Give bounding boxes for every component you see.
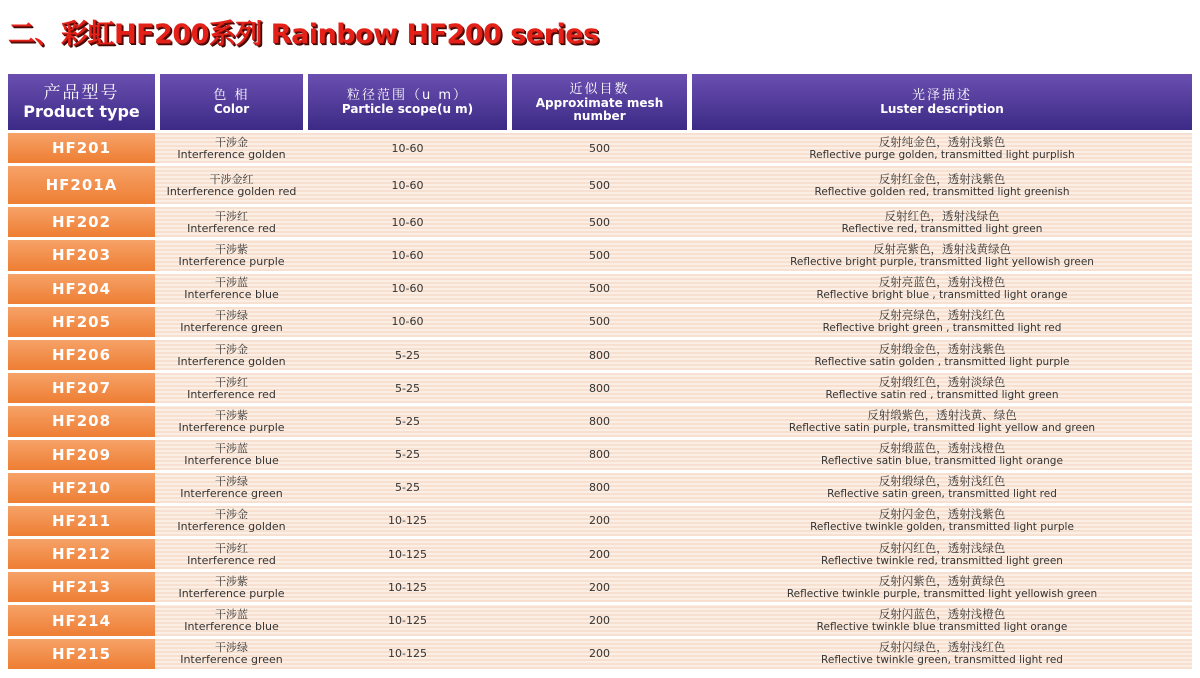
- product-type-cell: HF212: [8, 539, 155, 569]
- color-cell: [160, 373, 303, 403]
- luster-en: Reflective satin green, transmitted light red: [827, 488, 1057, 501]
- mesh-number-cell: 800: [589, 381, 610, 395]
- product-type-cell: HF215: [8, 639, 155, 669]
- luster-cn: 反射缎蓝色，透射浅橙色: [878, 441, 1006, 456]
- mesh-number-cell: 800: [589, 481, 610, 495]
- luster-en: Reflective satin golden , transmitted light purple: [814, 355, 1070, 368]
- header-en: Approximate mesh number: [535, 95, 664, 123]
- luster-description-cell: [692, 340, 1192, 370]
- particle-scope-cell: 10-125: [388, 647, 427, 661]
- luster-description-cell: [692, 506, 1192, 536]
- mesh-number-cell: 800: [589, 348, 610, 362]
- table-row: [8, 340, 1192, 370]
- color-en: Interference green: [180, 487, 283, 501]
- luster-en: Reflective twinkle golden, transmitted light purple: [810, 521, 1074, 534]
- color-en: Interference golden: [177, 147, 286, 161]
- product-type-cell: HF210: [8, 473, 155, 503]
- color-en: Interference golden: [177, 354, 286, 368]
- header-color: [160, 74, 303, 130]
- header-cn: 产品型号: [43, 82, 120, 103]
- color-cn: 干涉金红: [209, 172, 254, 186]
- color-en: Interference purple: [178, 586, 285, 600]
- luster-cn: 反射缎金色，透射浅紫色: [878, 341, 1006, 356]
- luster-description-cell: [692, 406, 1192, 436]
- product-type-cell: HF205: [8, 307, 155, 337]
- product-type-cell: HF211: [8, 506, 155, 536]
- color-cell: [160, 506, 303, 536]
- color-en: Interference purple: [178, 420, 285, 434]
- luster-cn: 反射闪绿色，透射浅红色: [878, 640, 1006, 655]
- luster-en: Reflective satin red , transmitted light green: [825, 388, 1059, 401]
- table-row: [8, 473, 1192, 503]
- particle-scope-cell: 5-25: [395, 381, 420, 395]
- product-type-cell: HF208: [8, 406, 155, 436]
- luster-en: Reflective twinkle red, transmitted light green: [821, 554, 1063, 567]
- particle-scope-cell: 5-25: [395, 448, 420, 462]
- product-type-cell: HF207: [8, 373, 155, 403]
- luster-en: Reflective bright green , transmitted light red: [822, 322, 1062, 335]
- product-type-cell: HF204: [8, 274, 155, 304]
- particle-scope-cell: 10-125: [388, 580, 427, 594]
- header-en: Particle scope(u m): [341, 102, 474, 116]
- mesh-number-cell: 200: [589, 580, 610, 594]
- color-cn: 干涉金: [215, 135, 248, 149]
- luster-en: Reflective golden red, transmitted light greenish: [814, 185, 1070, 198]
- mesh-number-cell: 800: [589, 448, 610, 462]
- color-cell: [160, 572, 303, 602]
- luster-cn: 反射闪金色，透射浅紫色: [878, 507, 1006, 522]
- header-en: Luster description: [880, 102, 1004, 116]
- table-row: [8, 639, 1192, 669]
- table-body: [8, 133, 1192, 669]
- particle-scope-cell: 5-25: [395, 348, 420, 362]
- color-cell: [160, 207, 303, 237]
- luster-description-cell: [692, 307, 1192, 337]
- color-cn: 干涉蓝: [215, 608, 248, 622]
- table-row: [8, 240, 1192, 270]
- table-row: [8, 605, 1192, 635]
- particle-scope-cell: 5-25: [395, 481, 420, 495]
- particle-scope-cell: 10-125: [388, 547, 427, 561]
- color-cn: 干涉红: [215, 375, 248, 389]
- luster-en: Reflective red, transmitted light green: [841, 222, 1043, 235]
- product-type-cell: HF202: [8, 207, 155, 237]
- mesh-number-cell: 200: [589, 614, 610, 628]
- color-cn: 干涉绿: [215, 309, 248, 323]
- luster-en: Reflective bright blue , transmitted light orange: [816, 289, 1068, 302]
- header-product-type: [8, 74, 155, 130]
- color-cell: [160, 166, 303, 204]
- mesh-number-cell: 200: [589, 547, 610, 561]
- product-type-cell: HF201: [8, 133, 155, 163]
- header-cn: 光泽描述: [911, 88, 972, 103]
- table-row: [8, 572, 1192, 602]
- table-row: [8, 133, 1192, 163]
- color-en: Interference golden: [177, 520, 286, 534]
- mesh-number-cell: 500: [589, 141, 610, 155]
- table-row: [8, 274, 1192, 304]
- header-mesh-number: [512, 74, 687, 130]
- particle-scope-cell: 10-60: [391, 141, 424, 155]
- color-cell: [160, 639, 303, 669]
- color-cell: [160, 440, 303, 470]
- header-luster-description: [692, 74, 1192, 130]
- color-cn: 干涉绿: [215, 475, 248, 489]
- particle-scope-cell: 10-125: [388, 614, 427, 628]
- color-cell: [160, 406, 303, 436]
- color-en: Interference blue: [184, 454, 279, 468]
- luster-cn: 反射闪紫色，透射黄绿色: [878, 573, 1006, 588]
- color-en: Interference red: [187, 553, 276, 567]
- luster-description-cell: [692, 605, 1192, 635]
- page-title: 二、彩虹HF200系列 Rainbow HF200 series: [8, 19, 599, 50]
- mesh-number-cell: 500: [589, 215, 610, 229]
- color-en: Interference green: [180, 321, 283, 335]
- color-cn: 干涉蓝: [215, 276, 248, 290]
- luster-cn: 反射闪红色，透射浅绿色: [878, 540, 1006, 555]
- color-en: Interference red: [187, 221, 276, 235]
- luster-description-cell: [692, 639, 1192, 669]
- luster-en: Reflective satin purple, transmitted light yellow and green: [788, 421, 1096, 434]
- particle-scope-cell: 10-125: [388, 514, 427, 528]
- header-cn: 色 相: [213, 88, 250, 103]
- luster-description-cell: [692, 133, 1192, 163]
- color-cn: 干涉紫: [215, 242, 248, 256]
- table-row: [8, 539, 1192, 569]
- color-cell: [160, 274, 303, 304]
- color-en: Interference blue: [184, 288, 279, 302]
- color-cell: [160, 473, 303, 503]
- luster-cn: 反射亮紫色，透射浅黄绿色: [873, 241, 1011, 256]
- color-cell: [160, 605, 303, 635]
- product-table: [8, 74, 1192, 672]
- particle-scope-cell: 10-60: [391, 215, 424, 229]
- luster-cn: 反射纯金色，透射浅紫色: [878, 134, 1006, 149]
- mesh-number-cell: 200: [589, 647, 610, 661]
- particle-scope-cell: 10-60: [391, 248, 424, 262]
- header-particle-scope: [308, 74, 507, 130]
- color-cn: 干涉绿: [215, 641, 248, 655]
- luster-cn: 反射亮蓝色，透射浅橙色: [878, 275, 1006, 290]
- product-type-cell: HF206: [8, 340, 155, 370]
- table-row: [8, 166, 1192, 204]
- luster-description-cell: [692, 166, 1192, 204]
- luster-cn: 反射红金色，透射浅紫色: [878, 171, 1006, 186]
- luster-cn: 反射缎紫色，透射浅黄、绿色: [867, 407, 1017, 422]
- product-type-cell: HF214: [8, 605, 155, 635]
- luster-description-cell: [692, 240, 1192, 270]
- product-type-cell: HF201A: [8, 166, 155, 204]
- color-cn: 干涉红: [215, 541, 248, 555]
- color-cell: [160, 539, 303, 569]
- particle-scope-cell: 10-60: [391, 282, 424, 296]
- header-cn: 粒径范围（u m）: [346, 88, 469, 103]
- color-cn: 干涉紫: [215, 408, 248, 422]
- color-cn: 干涉金: [215, 342, 248, 356]
- table-row: [8, 207, 1192, 237]
- color-cell: [160, 133, 303, 163]
- luster-description-cell: [692, 473, 1192, 503]
- color-cn: 干涉金: [215, 508, 248, 522]
- luster-cn: 反射亮绿色，透射浅红色: [878, 308, 1006, 323]
- luster-description-cell: [692, 207, 1192, 237]
- table-row: [8, 406, 1192, 436]
- color-cell: [160, 240, 303, 270]
- color-en: Interference golden red: [166, 184, 297, 198]
- table-row: [8, 440, 1192, 470]
- color-cn: 干涉蓝: [215, 442, 248, 456]
- color-en: Interference red: [187, 387, 276, 401]
- luster-en: Reflective twinkle blue transmitted light orange: [816, 621, 1068, 634]
- luster-en: Reflective twinkle purple, transmitted light yellowish green: [786, 587, 1098, 600]
- mesh-number-cell: 800: [589, 414, 610, 428]
- color-cn: 干涉红: [215, 209, 248, 223]
- mesh-number-cell: 500: [589, 178, 610, 192]
- luster-cn: 反射红色，透射浅绿色: [884, 208, 1000, 223]
- particle-scope-cell: 10-60: [391, 315, 424, 329]
- luster-cn: 反射闪蓝色，透射浅橙色: [878, 607, 1006, 622]
- color-en: Interference blue: [184, 620, 279, 634]
- color-en: Interference purple: [178, 254, 285, 268]
- luster-en: Reflective satin blue, transmitted light orange: [821, 455, 1063, 468]
- luster-description-cell: [692, 440, 1192, 470]
- color-cell: [160, 307, 303, 337]
- table-row: [8, 506, 1192, 536]
- luster-description-cell: [692, 572, 1192, 602]
- product-type-cell: HF209: [8, 440, 155, 470]
- luster-en: Reflective bright purple, transmitted light yellowish green: [790, 255, 1094, 268]
- product-type-cell: HF213: [8, 572, 155, 602]
- color-cn: 干涉紫: [215, 574, 248, 588]
- table-row: [8, 373, 1192, 403]
- table-row: [8, 307, 1192, 337]
- particle-scope-cell: 5-25: [395, 414, 420, 428]
- color-cell: [160, 340, 303, 370]
- table-header: [8, 74, 1192, 130]
- mesh-number-cell: 200: [589, 514, 610, 528]
- mesh-number-cell: 500: [589, 282, 610, 296]
- color-en: Interference green: [180, 653, 283, 667]
- luster-cn: 反射缎红色，透射淡绿色: [878, 374, 1006, 389]
- mesh-number-cell: 500: [589, 248, 610, 262]
- header-en: Product type: [23, 101, 140, 121]
- luster-en: Reflective purge golden, transmitted light purplish: [809, 148, 1075, 161]
- luster-description-cell: [692, 274, 1192, 304]
- luster-description-cell: [692, 373, 1192, 403]
- particle-scope-cell: 10-60: [391, 178, 424, 192]
- luster-description-cell: [692, 539, 1192, 569]
- mesh-number-cell: 500: [589, 315, 610, 329]
- header-en: Color: [213, 102, 250, 116]
- luster-en: Reflective twinkle green, transmitted light red: [821, 654, 1063, 667]
- header-cn: 近似目数: [569, 81, 630, 97]
- product-type-cell: HF203: [8, 240, 155, 270]
- luster-cn: 反射缎绿色，透射浅红色: [878, 474, 1006, 489]
